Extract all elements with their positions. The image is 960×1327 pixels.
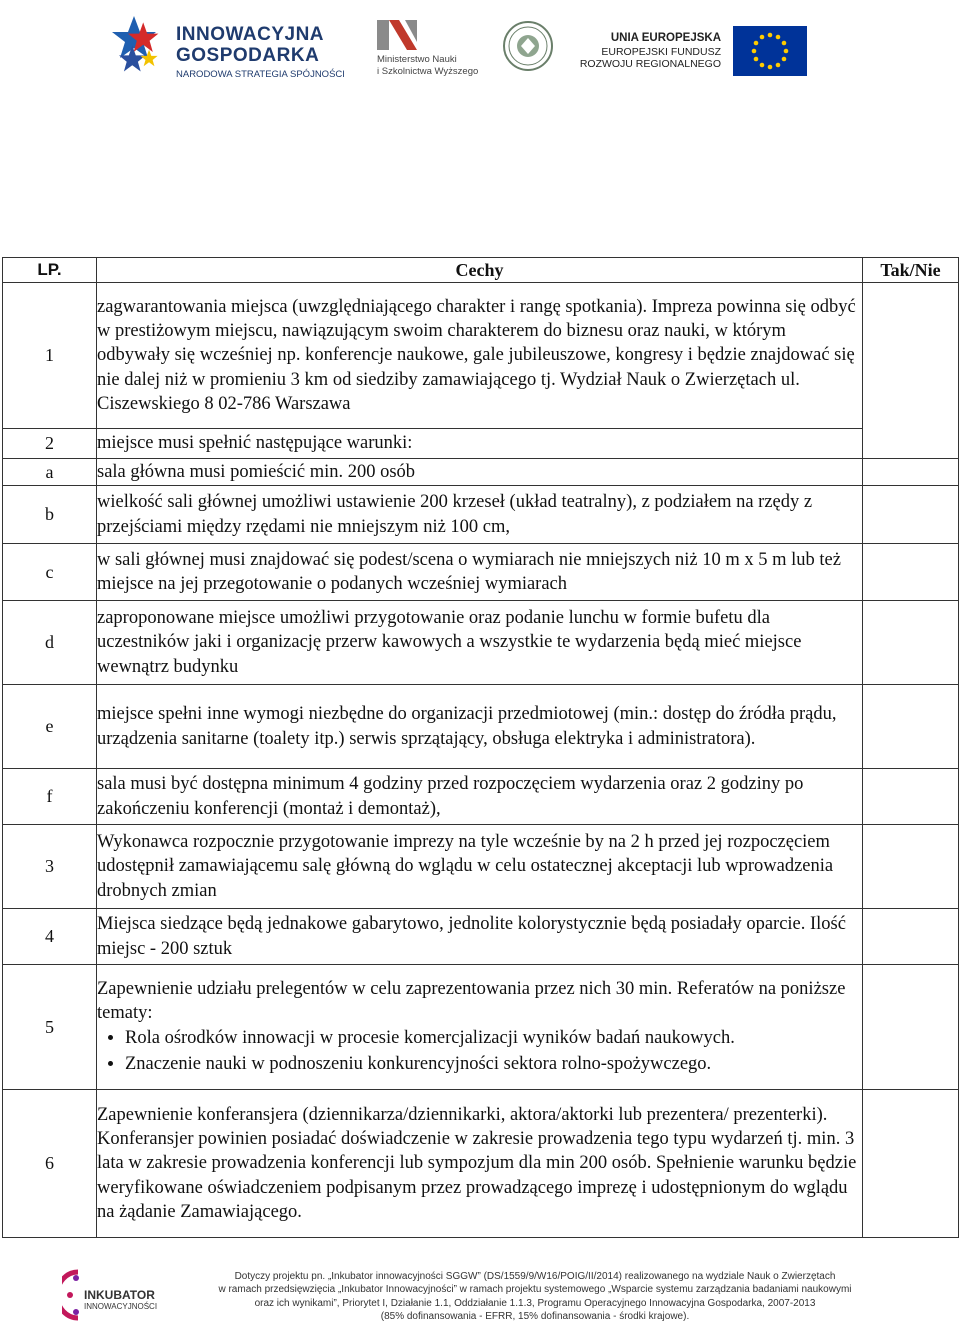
row-text: miejsce spełni inne wymogi niezbędne do organizacji przedmiotowej (min.: dostęp do źródła prądu, urządzenia sanitarne (toalety itp.) serwis sprzątający, obsługa elektryka i administratora). — [97, 685, 863, 769]
row-lp: b — [3, 486, 97, 544]
ig-title-line1: INNOWACYJNA — [176, 24, 325, 45]
row-lp: 2 — [3, 429, 97, 459]
row-lp: 5 — [3, 965, 97, 1090]
table-row — [3, 769, 959, 825]
eu-line2: EUROPEJSKI FUNDUSZ — [601, 46, 721, 58]
eu-line3: ROZWOJU REGIONALNEGO — [579, 58, 721, 70]
row-text: zagwarantowania miejsca (uwzględniającego charakter i rangę spotkania). Impreza powinna się odbyć w prestiżowym miejscu, nawiązującym swoim charakterem do biznesu oraz nauki, w którym odbywały się wcześniej np. konferencje naukowe, gale jubileuszowe, kongresy i będzie znajdować się nie dalej niż w promieniu 3 km od siedziby zamawiającego tj. Wydział Nauk o Zwierzętach ul. Ciszewskiego 8 02-786 Warszawa — [97, 283, 863, 429]
row-lp: a — [3, 459, 97, 486]
innowacyjna-gospodarka-logo — [112, 10, 352, 84]
row-tak-nie-cell[interactable] — [863, 544, 959, 601]
header-logos — [0, 8, 960, 88]
row-lp: 4 — [3, 909, 97, 965]
university-seal-icon — [502, 20, 554, 72]
eu-flag-icon — [733, 26, 807, 76]
inkubator-emblem-icon — [62, 1268, 84, 1322]
row-text: w sali głównej musi znajdować się podest/scena o wymiarach nie mniejszych niż 10 m x 5 m lub też miejsce na jej przegotowanie o podanych wcześniej wymiarach — [97, 544, 863, 601]
footer — [0, 1262, 960, 1326]
table-row — [3, 909, 959, 965]
ig-subtitle: NARODOWA STRATEGIA SPÓJNOŚCI — [176, 69, 345, 80]
table-row — [3, 459, 959, 486]
row-text: wielkość sali głównej umożliwi ustawienie 200 krzeseł (układ teatralny), z podziałem na rzędy z przejściami między rzędami nie mniejszym niż 100 cm, — [97, 486, 863, 544]
row-lp: 3 — [3, 825, 97, 909]
row-tak-nie-cell[interactable] — [863, 965, 959, 1090]
inkubator-line2: INNOWACYJNOŚCI — [84, 1302, 158, 1311]
table-row — [3, 486, 959, 544]
row-tak-nie-cell[interactable] — [863, 601, 959, 685]
row-lp: f — [3, 769, 97, 825]
row-lp: c — [3, 544, 97, 601]
footer-line: oraz ich wynikami”, Priorytet I, Działanie 1.1, Oddziałanie 1.1.3, Programu Operacyjnego Innowacyjna Gospodarka, 2007-2013 — [254, 1297, 816, 1309]
table-row — [3, 965, 959, 1090]
requirements-table — [2, 257, 959, 1238]
row-lp: d — [3, 601, 97, 685]
table-row — [3, 1090, 959, 1238]
ministry-line1: Ministerstwo Nauki — [377, 54, 457, 65]
footer-line: w ramach przedsięwzięcia „Inkubator Innowacyjności” w ramach projektu systemowego „Wsparcie systemu zarządzania badaniami naukowymi — [218, 1284, 852, 1296]
row-tak-nie-cell[interactable] — [863, 769, 959, 825]
table-row — [3, 825, 959, 909]
table-row — [3, 601, 959, 685]
topics-list — [97, 1025, 862, 1077]
inkubator-line1: INKUBATOR — [84, 1288, 155, 1302]
row-text: zaproponowane miejsce umożliwi przygotowanie oraz podanie lunchu w formie bufetu dla uczestników jaki i organizację przerw kawowych a wszystkie te wydarzenia będą mieć miejsce wewnątrz budynku — [97, 601, 863, 685]
list-item: • Znaczenie nauki w podnoszeniu konkurencyjności sektora rolno-spożywczego. — [125, 1051, 862, 1077]
table-header-row — [3, 258, 959, 283]
table-row — [3, 685, 959, 769]
list-item: • Rola ośrodków innowacji w procesie komercjalizacji wyników badań naukowych. — [125, 1025, 862, 1051]
row-lp: 6 — [3, 1090, 97, 1238]
eu-line1: UNIA EUROPEJSKA — [610, 32, 721, 44]
row-tak-nie-cell[interactable] — [863, 283, 959, 459]
row-text: Miejsca siedzące będą jednakowe gabarytowo, jednolite kolorystycznie będą posiadały oparcie. Ilość miejsc - 200 sztuk — [97, 909, 863, 965]
ig-stars-emblem — [112, 10, 170, 82]
row-tak-nie-cell[interactable] — [863, 1090, 959, 1238]
table-row — [3, 429, 959, 459]
table-row — [3, 283, 959, 429]
row-tak-nie-cell[interactable] — [863, 486, 959, 544]
ministry-emblem-icon — [377, 18, 417, 50]
header-lp: LP. — [3, 258, 97, 283]
footer-line: (85% dofinansowania - EFRR, 15% dofinansowania - środki krajowe). — [380, 1310, 690, 1322]
row-lp: e — [3, 685, 97, 769]
row-tak-nie-cell[interactable] — [863, 459, 959, 486]
row-tak-nie-cell[interactable] — [863, 825, 959, 909]
header-cechy: Cechy — [97, 258, 863, 283]
row-text: sala główna musi pomieścić min. 200 osób — [97, 459, 863, 486]
row-tak-nie-cell[interactable] — [863, 909, 959, 965]
footer-project-note — [190, 1270, 880, 1323]
row-text: Zapewnienie udziału prelegentów w celu zaprezentowania przez nich 30 min. Referatów na poniższe tematy: — [97, 978, 846, 1023]
eu-logo — [579, 18, 813, 80]
row-tak-nie-cell[interactable] — [863, 685, 959, 769]
inkubator-logo — [62, 1268, 174, 1322]
row-lp: 1 — [3, 283, 97, 429]
row-text-with-bullets — [97, 965, 863, 1090]
table-row — [3, 544, 959, 601]
row-text: Wykonawca rozpocznie przygotowanie imprezy na tyle wcześnie by na 2 h przed jej rozpoczęciem udostępnił zamawiającemu salę główną do wglądu w celu ostatecznej akceptacji lub wprowadzenia drobnych zmian — [97, 825, 863, 909]
row-text: sala musi być dostępna minimum 4 godziny przed rozpoczęciem wydarzenia oraz 2 godziny po zakończeniu konferencji (montaż i demontaż), — [97, 769, 863, 825]
row-text: Zapewnienie konferansjera (dziennikarza/dziennikarki, aktora/aktorki lub prezentera/ prezenterki). Konferansjer powinien posiadać doświadczenie w zakresie prowadzenia tego typu wydarzeń tj. min. 3 lata w zakresie prowadzenia konferencji lub sympozjum dla min 200 osób. Spełnienie warunku będzie weryfikowane oświadczeniem podpisanym przez prowadzącego imprezę i udostępnionym do wglądu na żądanie Zamawiającego. — [97, 1090, 863, 1238]
ministry-logo — [375, 18, 485, 82]
ministry-line2: i Szkolnictwa Wyższego — [377, 66, 479, 77]
footer-line: Dotyczy projektu pn. „Inkubator innowacyjności SGGW” (DS/1559/9/W16/POIG/II/2014) realizowanego na wydziale Nauk o Zwierzętach — [234, 1271, 836, 1282]
row-text: miejsce musi spełnić następujące warunki: — [97, 429, 863, 459]
header-tak-nie: Tak/Nie — [863, 258, 959, 283]
ig-title-line2: GOSPODARKA — [176, 45, 320, 66]
